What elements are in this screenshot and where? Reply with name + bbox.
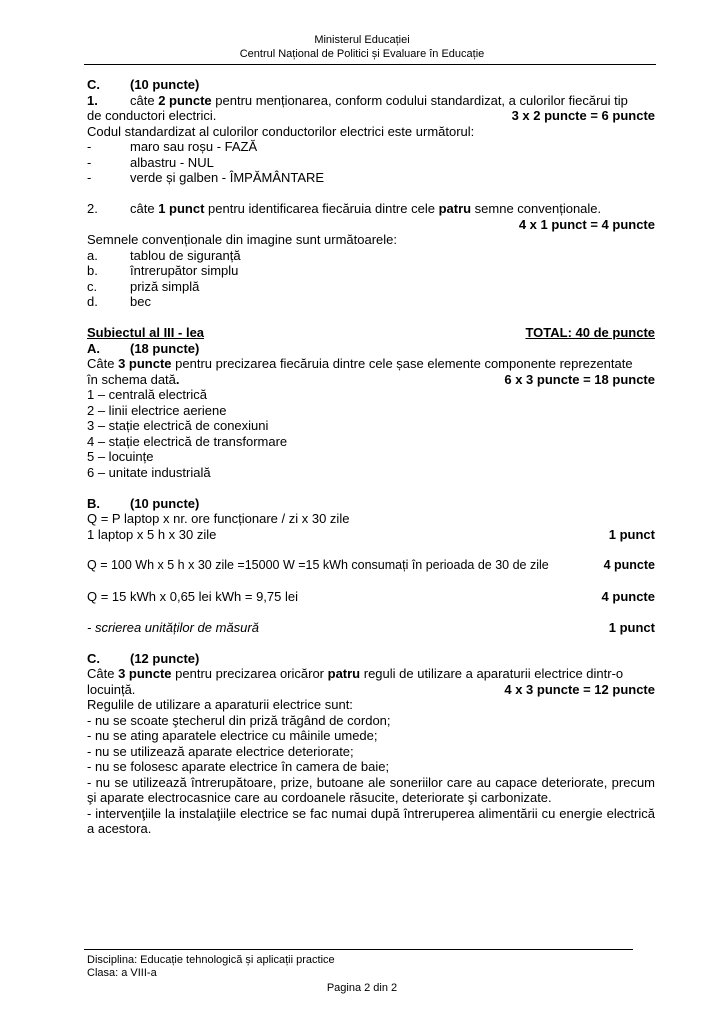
list-item: b. întrerupător simplu <box>87 263 239 278</box>
score: 1 punct <box>608 526 655 542</box>
list-item: - verde și galben - ÎMPĂMÂNTARE <box>87 170 325 185</box>
score: 6 x 3 puncte = 18 puncte <box>504 371 655 387</box>
section-c-item-2: 2. câte 1 punct pentru identificarea fiecăruia dintre cele patru semne convenționale. <box>87 201 602 216</box>
section-c2-text: Câte 3 puncte pentru precizarea oricăror patru reguli de utilizare a aparaturii electrice dintr-o <box>87 666 624 681</box>
section-a-title: A. (18 puncte) <box>87 340 200 356</box>
footer-discipline: Disciplina: Educație tehnologică și aplicații practice <box>87 954 335 966</box>
section-b-title: B. (10 puncte) <box>87 495 200 511</box>
list-item: - maro sau roșu - FAZĂ <box>87 139 258 154</box>
section-c2-text-line2: locuință. 4 x 3 puncte = 12 puncte <box>87 681 655 697</box>
list-item: 1 – centrală electrică <box>87 387 207 402</box>
document-body <box>87 77 655 837</box>
score: 4 puncte <box>601 588 655 604</box>
calc-line: 1 laptop x 5 h x 30 zile 1 punct <box>87 526 655 542</box>
section-a-text: Câte 3 puncte pentru precizarea fiecăruia dintre cele șase elemente componente reprezentate <box>87 356 633 371</box>
score: 4 puncte <box>603 557 655 572</box>
section-a-text-line2: în schema dată. 6 x 3 puncte = 18 puncte <box>87 371 655 387</box>
footer <box>87 954 335 980</box>
score: 3 x 2 puncte = 6 puncte <box>511 108 655 123</box>
formula: Q = P laptop x nr. ore funcționare / zi x 30 zile <box>87 511 350 526</box>
list-item: - albastru - NUL <box>87 154 214 170</box>
list-item: a. tablou de siguranță <box>87 247 241 263</box>
section-c-title: C. (10 puncte) <box>87 77 200 92</box>
list-item: - intervenţiile la instalaţiile electrice se fac numai după întreruperea alimentării cu energie electrică a acestora. <box>87 805 655 836</box>
header-ministry: Ministerul Educației <box>314 34 410 46</box>
color-code-intro: Codul standardizat al culorilor conductorilor electrici este următorul: <box>87 123 475 139</box>
score: 4 x 3 puncte = 12 puncte <box>504 681 655 697</box>
calc-line: - scrierea unităților de măsură 1 punct <box>87 619 655 635</box>
list-item: - nu se utilizează aparate electrice deteriorate; <box>87 743 354 759</box>
list-item: 2 – linii electrice aeriene <box>87 402 227 418</box>
score: 1 punct <box>608 619 655 635</box>
list-item: - nu se utilizează întrerupătoare, prize, butoane ale soneriilor care au capace deteriorate, precum şi aparate electrocasnice care au cordoanele răsucite, deteriorate şi carbonizate. <box>87 774 655 805</box>
list-item: 4 – stație electrică de transformare <box>87 433 288 449</box>
footer-divider <box>84 949 633 950</box>
list-item: 3 – stație electrică de conexiuni <box>87 418 269 433</box>
rules-intro: Regulile de utilizare a aparaturii electrice sunt: <box>87 697 353 712</box>
list-item: d. bec <box>87 294 151 309</box>
signs-intro: Semnele convenționale din imagine sunt următoarele: <box>87 232 398 247</box>
calc-line: Q = 100 Wh x 5 h x 30 zile =15000 W =15 kWh consumați în perioada de 30 de zile 4 puncte <box>87 557 655 572</box>
list-item: - nu se ating aparatele electrice cu mâinile umede; <box>87 728 378 743</box>
section-c-item-1-line2: de conductori electrici. 3 x 2 puncte = 6 puncte <box>87 108 655 123</box>
section-c-item-1: 1. câte 2 puncte pentru menționarea, conform codului standardizat, a culorilor fiecărui tip <box>87 92 628 108</box>
calc-line: Q = 15 kWh x 0,65 lei kWh = 9,75 lei 4 puncte <box>87 588 655 604</box>
list-item: c. priză simplă <box>87 278 200 294</box>
section-c-item-2-score-row <box>87 217 655 233</box>
subject-3-heading: Subiectul al III - lea TOTAL: 40 de puncte <box>87 325 655 340</box>
header <box>0 33 724 61</box>
page-number: Pagina 2 din 2 <box>326 982 398 994</box>
header-center: Centrul Național de Politici și Evaluare în Educație <box>239 48 485 60</box>
list-item: 5 – locuințe <box>87 449 154 464</box>
score: 4 x 1 punct = 4 puncte <box>518 216 655 232</box>
list-item: 6 – unitate industrială <box>87 464 211 480</box>
header-divider <box>84 64 656 65</box>
section-c2-title: C. (12 puncte) <box>87 650 200 666</box>
footer-class: Clasa: a VIII-a <box>87 967 157 979</box>
list-item: - nu se folosesc aparate electrice în camera de baie; <box>87 759 390 774</box>
list-item: - nu se scoate ştecherul din priză trăgând de cordon; <box>87 712 391 728</box>
